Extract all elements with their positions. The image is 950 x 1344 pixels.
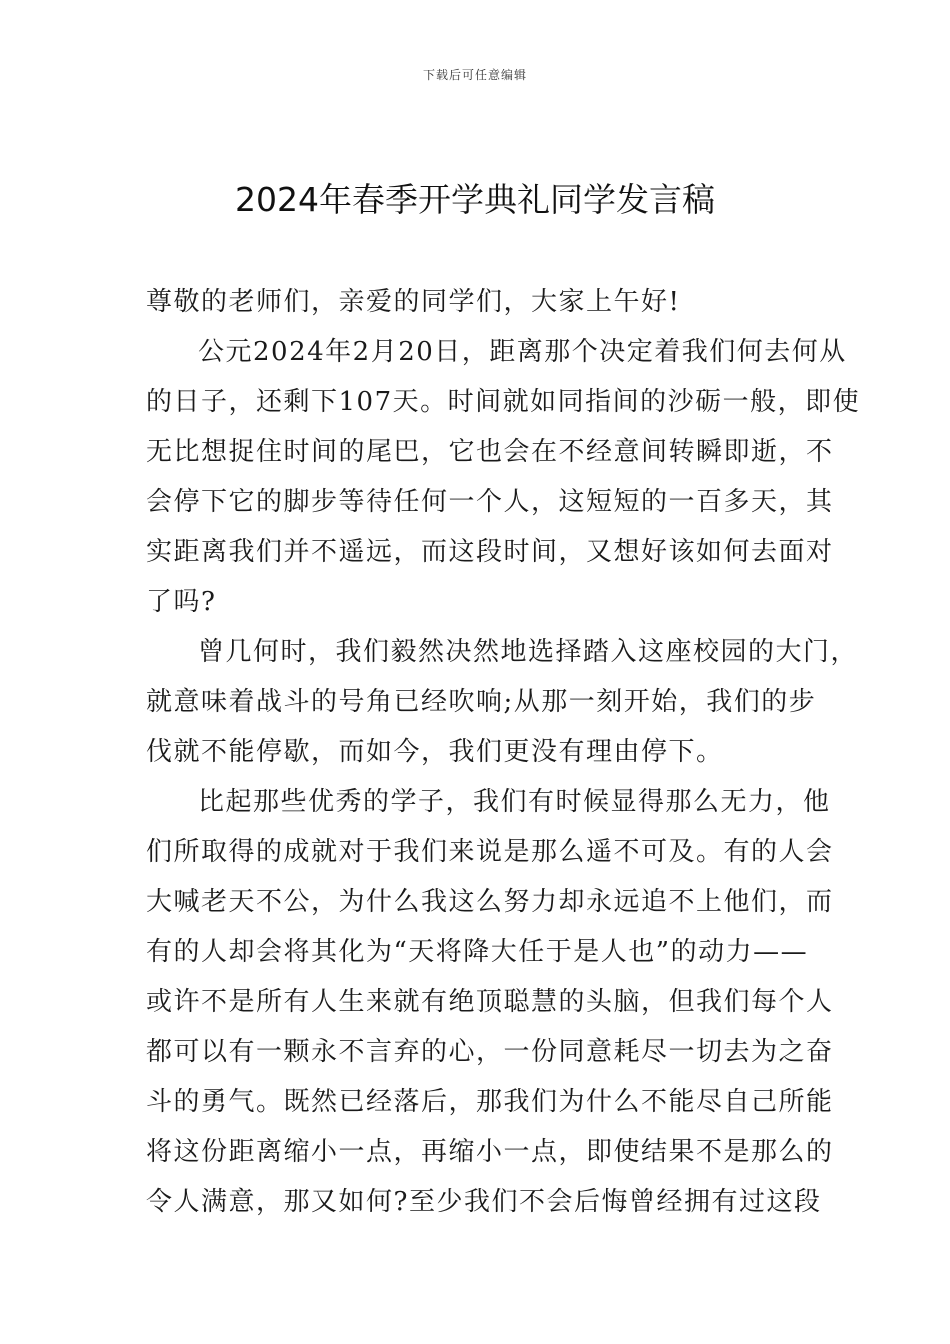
paragraph-3-line-2: 们所取得的成就对于我们来说是那么遥不可及。有的人会 xyxy=(146,837,834,867)
document-title: 2024年春季开学典礼同学发言稿 xyxy=(235,180,715,219)
greeting-line: 尊敬的老师们，亲爱的同学们，大家上午好! xyxy=(146,287,681,317)
paragraph-3-line-5: 或许不是所有人生来就有绝顶聪慧的头脑，但我们每个人 xyxy=(146,987,834,1017)
paragraph-1-line-4: 会停下它的脚步等待任何一个人，这短短的一百多天，其 xyxy=(146,487,834,517)
paragraph-2-line-1: 曾几何时，我们毅然决然地选择踏入这座校园的大门， xyxy=(198,637,859,667)
paragraph-1-line-3: 无比想捉住时间的尾巴，它也会在不经意间转瞬即逝，不 xyxy=(146,437,834,467)
paragraph-1-line-1: 公元2024年2月20日，距离那个决定着我们何去何从 xyxy=(198,337,847,367)
body-text xyxy=(146,277,861,1227)
paragraph-1-line-2: 的日子，还剩下107天。时间就如同指间的沙砺一般，即使 xyxy=(146,387,861,417)
paragraph-3-line-6: 都可以有一颗永不言弃的心，一份同意耗尽一切去为之奋 xyxy=(146,1037,834,1067)
paragraph-3-line-1: 比起那些优秀的学子，我们有时候显得那么无力，他 xyxy=(198,787,831,817)
paragraph-3-line-8: 将这份距离缩小一点，再缩小一点，即使结果不是那么的 xyxy=(146,1137,834,1167)
paragraph-3-line-3: 大喊老天不公，为什么我这么努力却永远追不上他们，而 xyxy=(146,887,834,917)
paragraph-3-line-7: 斗的勇气。既然已经落后，那我们为什么不能尽自己所能 xyxy=(146,1087,834,1117)
paragraph-1-line-6: 了吗? xyxy=(146,587,217,617)
header-note: 下载后可任意编辑 xyxy=(422,68,527,82)
paragraph-3-line-4: 有的人却会将其化为“天将降大任于是人也”的动力—— xyxy=(146,937,809,967)
paragraph-2-line-2: 就意味着战斗的号角已经吹响;从那一刻开始，我们的步 xyxy=(146,687,817,717)
paragraph-1-line-5: 实距离我们并不遥远，而这段时间，又想好该如何去面对 xyxy=(146,537,834,567)
paragraph-3-line-9: 令人满意，那又如何?至少我们不会后悔曾经拥有过这段 xyxy=(146,1187,822,1217)
paragraph-2-line-3: 伐就不能停歇，而如今，我们更没有理由停下。 xyxy=(146,737,724,767)
